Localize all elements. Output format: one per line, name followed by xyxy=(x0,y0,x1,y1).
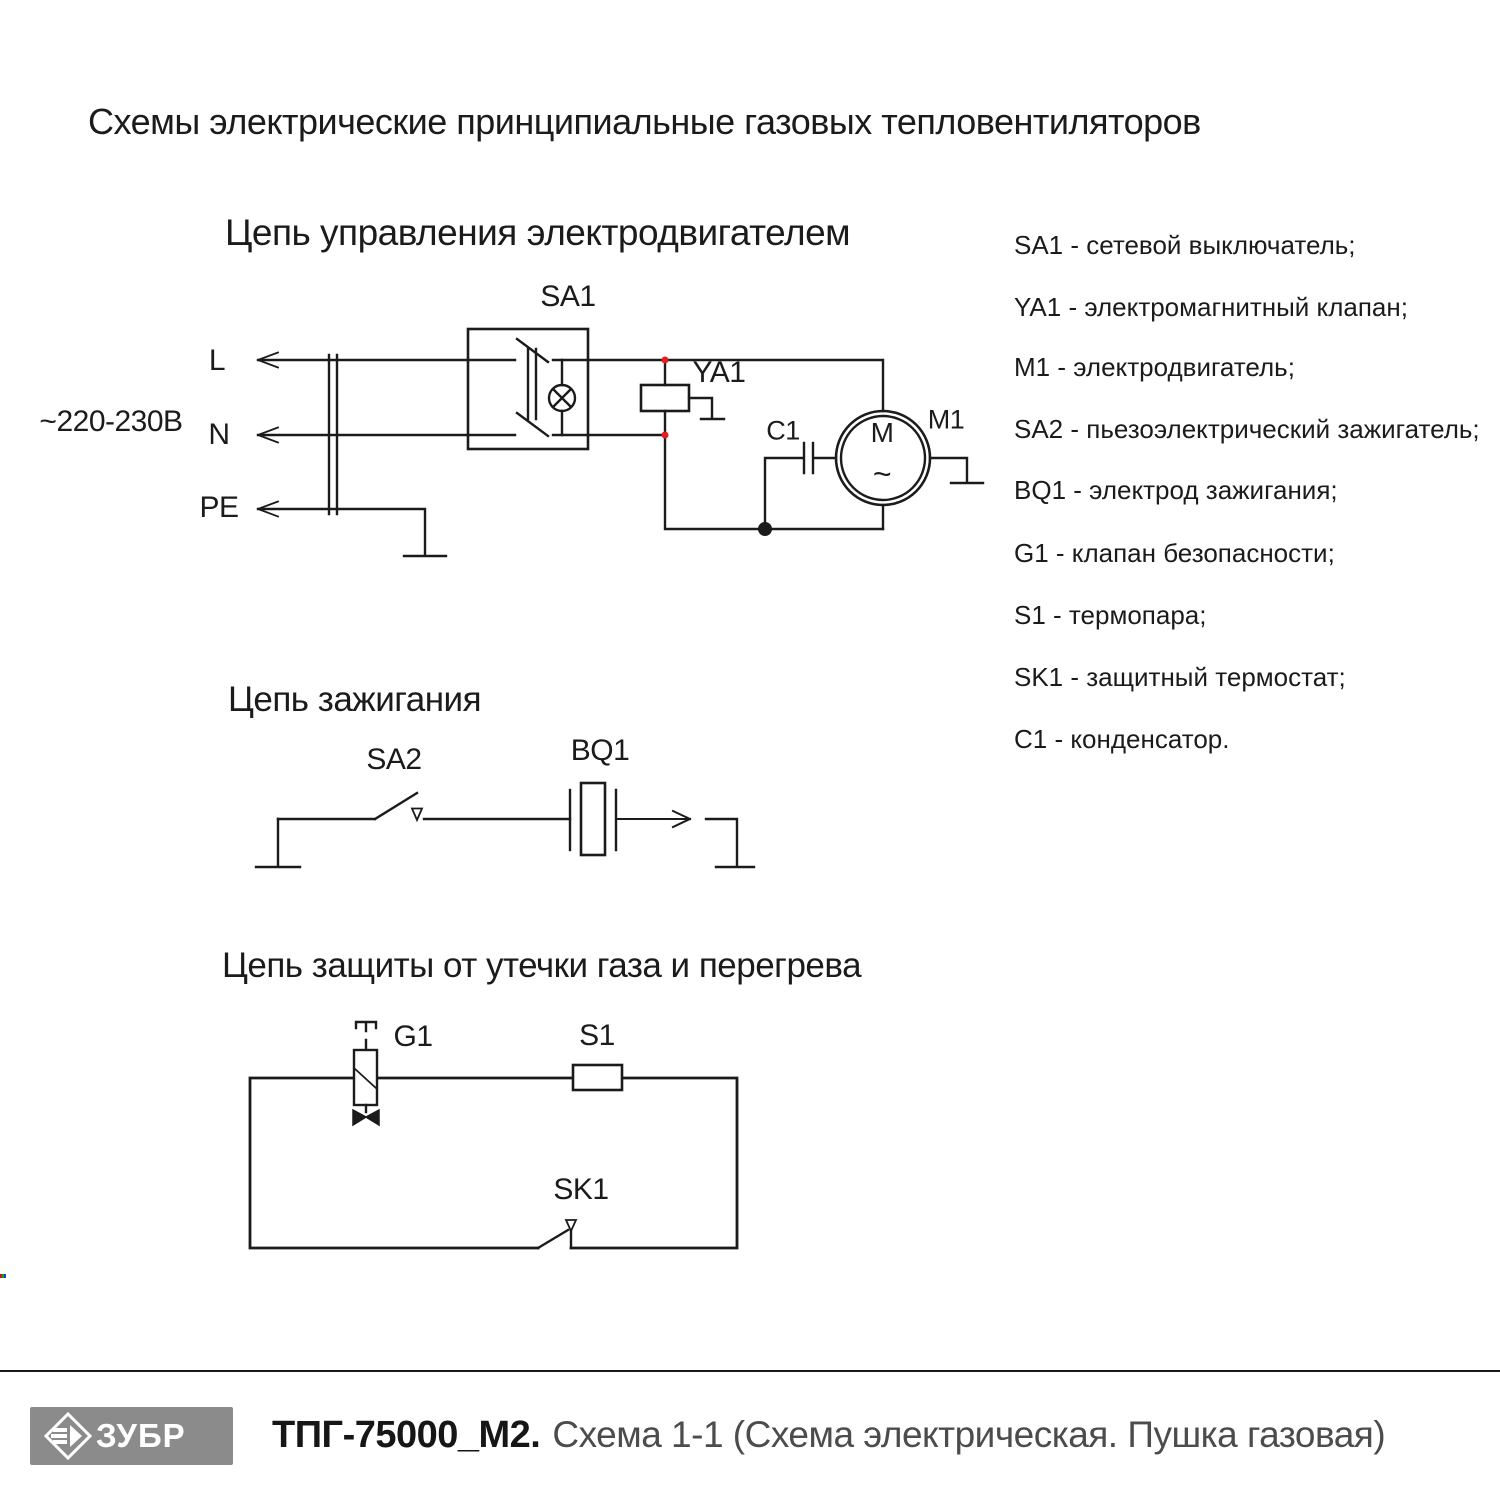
spark-arrow xyxy=(616,811,690,827)
s1-thermocouple-symbol xyxy=(573,1065,622,1090)
wire-pe-ground xyxy=(258,509,446,556)
sa2-contact-triangle xyxy=(412,809,422,821)
m1-label: M1 xyxy=(927,404,965,435)
circuit1-title: Цепь управления электродвигателем xyxy=(225,212,851,253)
legend-item-m1: M1 - электродвигатель; xyxy=(1014,352,1295,382)
legend-item-c1: C1 - конденсатор. xyxy=(1014,724,1230,754)
legend-item-sa2: SA2 - пьезоэлектрический зажигатель; xyxy=(1014,414,1480,444)
circuit2-title: Цепь зажигания xyxy=(228,680,482,719)
legend-item-s1: S1 - термопара; xyxy=(1014,600,1207,630)
sa2-label: SA2 xyxy=(366,743,422,776)
ground-left xyxy=(256,819,300,867)
sa1-switch-symbol xyxy=(468,329,588,449)
wire-n-down xyxy=(665,435,883,529)
s1-label: S1 xyxy=(579,1019,615,1052)
red-junction-marker-bottom xyxy=(662,432,669,439)
sa2-blade xyxy=(375,793,417,819)
line-l-label: L xyxy=(208,344,226,377)
legend-item-ya1: YA1 - электромагнитный клапан; xyxy=(1014,292,1408,322)
scheme-caption: Схема 1-1 (Схема электрическая. Пушка газовая) xyxy=(552,1414,1386,1455)
circuit2-diagram xyxy=(256,783,754,867)
circuit3-diagram xyxy=(250,1019,737,1248)
line-pe-label: PE xyxy=(199,491,239,524)
ya1-label: YA1 xyxy=(692,356,746,389)
sk1-label: SK1 xyxy=(553,1173,609,1206)
zubr-diamond-icon xyxy=(40,1411,96,1461)
footer-separator xyxy=(0,1370,1500,1372)
c1-capacitor-symbol xyxy=(765,443,836,529)
sk1-thermostat-symbol xyxy=(538,1220,576,1248)
bq1-label: BQ1 xyxy=(570,734,630,767)
junction-dot xyxy=(758,522,772,536)
model-number: ТПГ-75000_М2. xyxy=(272,1414,541,1456)
footer-caption-row xyxy=(272,1414,1385,1457)
brand-name: ЗУБР xyxy=(96,1417,186,1454)
voltage-label: ~220-230В xyxy=(39,405,183,438)
scan-artifact xyxy=(0,1274,6,1278)
legend-item-sa1: SA1 - сетевой выключатель; xyxy=(1014,230,1356,260)
c1-label: C1 xyxy=(766,415,800,446)
g1-safety-valve-symbol xyxy=(353,1022,379,1125)
red-junction-marker-top xyxy=(662,357,669,364)
motor-ac-sign: ~ xyxy=(872,456,892,492)
line-n-label: N xyxy=(208,418,230,451)
protection-loop xyxy=(250,1078,737,1248)
legend-item-sk1: SK1 - защитный термостат; xyxy=(1014,662,1346,692)
bq1-piezo-symbol xyxy=(570,783,616,855)
legend-item-bq1: BQ1 - электрод зажигания; xyxy=(1014,475,1338,505)
sa1-label: SA1 xyxy=(540,280,596,313)
page-title: Схемы электрические принципиальные газовых тепловентиляторов xyxy=(88,101,1201,142)
circuit3-title: Цепь защиты от утечки газа и перегрева xyxy=(222,946,862,985)
electrode-ground-right xyxy=(706,819,754,867)
legend-item-g1: G1 - клапан безопасности; xyxy=(1014,538,1335,568)
g1-label: G1 xyxy=(393,1020,433,1053)
brand-logo xyxy=(30,1407,233,1465)
motor-letter: M xyxy=(870,417,894,448)
